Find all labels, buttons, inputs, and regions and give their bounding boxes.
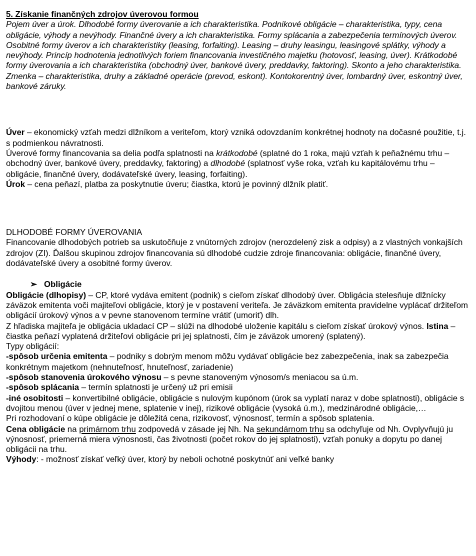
price-text-c: sa odchyľuje od Nh. Ovplyvňujú ju výnosnosť, priemerná miera výnosnosti, čas životnosti (počet rokov do jej splatnosti), vzťah ponuky a dopytu po danej obligácii na trhu. xyxy=(6,423,454,455)
type-text: – podniky s dobrým menom môžu vydávať obligácie bez zabezpečenia, inak sa zabezpečia konkrétnym majetkom (nehnuteľnosť, hnuteľnosť, zariadenie) xyxy=(6,351,449,372)
primary-market: primárnom trhu xyxy=(79,423,136,434)
type-item-yield xyxy=(6,372,472,382)
chapter-heading: 5. Získanie finančných zdrojov úverovou formou xyxy=(6,9,199,19)
price-term: Cena obligácie xyxy=(6,423,66,434)
credit-forms-paragraph xyxy=(6,148,472,179)
uver-term: Úver xyxy=(6,127,25,138)
type-item-repayment xyxy=(6,382,472,392)
owner-view-a: Z hľadiska majiteľa je obligácia ukladací CP – slúži na dlhodobé uloženie kapitálu s cieľom získať úrokový výnos. xyxy=(6,320,427,331)
price-text-b: zodpovedá v zásade jej Nh. Na xyxy=(135,423,257,434)
document-page xyxy=(6,0,472,465)
urok-term: Úrok xyxy=(6,178,26,189)
istina-term: Istina xyxy=(426,320,449,331)
bullet-title: Obligácie xyxy=(44,279,82,290)
section-title: DLHODOBÉ FORMY ÚVEROVANIA xyxy=(6,227,143,238)
forms-text-a: Úverové formy financovania sa delia podľa splatnosti na xyxy=(6,147,217,158)
forms-long-term: dlhodobé xyxy=(210,158,245,169)
obligacie-definition xyxy=(6,290,472,321)
uver-text: – ekonomický vzťah medzi dlžníkom a veriteľom, ktorý vzniká odovzdaním konkrétnej hodnoty na dočasné použitie, t.j. s podmienkou návratnosti. xyxy=(6,127,466,148)
advantages-text: : - možnosť získať veľký úver, ktorý by neboli ochotné poskytnúť ani veľké banky xyxy=(36,454,335,465)
type-text: – konvertibilné obligácie, obligácie s nulovým kupónom (úrok sa vyplatí naraz v dobe splatnosti), obligácie s dvojitou menou (úver v jednej mene, splatenie v inej), rizikové obligácie (vysoká ú.m.), medzinárodné obligácie,… xyxy=(6,392,465,413)
type-term: -spôsob splácania xyxy=(6,382,80,393)
price-paragraph xyxy=(6,424,472,455)
secondary-market: sekundárnom trhu xyxy=(256,423,324,434)
type-term: -spôsob určenia emitenta xyxy=(6,351,108,362)
type-term: -iné osobitosti xyxy=(6,392,64,403)
price-text-a: na xyxy=(65,423,80,434)
forms-text-b: (splatné do 1 roka, majú vzťah k peňažnému trhu – obchodný úver, bankové úvery, preddavky, faktoring) a xyxy=(6,147,450,169)
advantages-term: Výhody xyxy=(6,454,37,465)
purchase-criteria: Pri rozhodovaní o kúpe obligácie je dôležitá cena, rizikovosť, výnosnosť, termín a spôsob splatenia. xyxy=(6,413,375,424)
obligacie-term: Obligácie (dlhopisy) xyxy=(6,289,87,300)
section-text: Financovanie dlhodobých potrieb sa uskutočňuje z vnútorných zdrojov (nerozdelený zisk a odpisy) a z vlastných vonkajších zdrojov (ZI). Ďalšou skupinou zdrojov financovania sú dlhodobé cudzie zdroje financovania: obligácie, finančné úvery, dodávateľské úvery a osobitné formy úverov. xyxy=(6,237,463,269)
type-item-emitent xyxy=(6,351,472,372)
urok-text: – cena peňazí, platba za poskytnutie úveru; čiastka, ktorú je povinný dlžník platiť. xyxy=(25,178,329,189)
obligacie-def: – CP, ktoré vydáva emitent (podnik) s cieľom získať dlhodobý úver. Obligácia stelesňuje dlžnícky záväzok emitenta voči majiteľovi obligácie, ktorý je v postavení veriteľa. Je záväzkom emitenta pravidelne vyplácať držiteľom obligácií úrokový výnos a v pevne stanovenom termíne vrátiť (umoriť) dlh. xyxy=(6,289,468,321)
bullet-heading xyxy=(30,279,472,289)
type-text: – s pevne stanoveným výnosom/s meniacou sa ú.m. xyxy=(161,372,359,383)
uver-definition xyxy=(6,127,472,148)
advantages-line xyxy=(6,454,472,464)
arrow-bullet-icon: ➢ xyxy=(30,279,38,290)
chapter-intro: Pojem úver a úrok. Dlhodobé formy úverovanie a ich charakteristika. Podnikové obligácie – charakteristika, typy, cena obligácie, výhody a nevýhody. Finančné úvery a ich charakteristika. Formy splácania a zabezpečenia termínových úverov. Osobitné formy úverov a ich charakteristiky (leasing, forfaiting). Leasing – druhy leasingu, leasingové splátky, výhody a nevýhody. Princíp hodnotenia jednotlivých foriem financovania investičného majetku (hotovosť, leasing, úver). Krátkodobé formy úverovania a ich charakteristika (obchodný úver, bankové úvery, preddavky, faktoring). Skonto a jeho charakteristika. Zmenka – charakteristika, druhy a základné operácie (prevod, eskont). Kontokorentný úver, lombardný úver, eskontný úver, bankové záruky. xyxy=(6,19,463,92)
forms-short-term: krátkodobé xyxy=(216,147,258,158)
types-label: Typy obligácií: xyxy=(6,341,60,352)
forms-text-c: (splatnosť vyše roka, vzťah ku kapitálovému trhu – obligácie, finančné úvery, dodávateľské úvery, leasing, forfaiting). xyxy=(6,158,435,179)
type-term: -spôsob stanovenia úrokového výnosu xyxy=(6,372,162,383)
type-text: – termín splatnosti je určený už pri emisii xyxy=(79,382,233,393)
urok-definition xyxy=(6,179,472,189)
owner-view-paragraph xyxy=(6,321,472,342)
type-item-other xyxy=(6,393,472,414)
owner-view-b: – čiastka peňazí vyplatená držiteľovi obligácie pri jej splatnosti, čím je záväzok umorený (splatený). xyxy=(6,320,456,341)
